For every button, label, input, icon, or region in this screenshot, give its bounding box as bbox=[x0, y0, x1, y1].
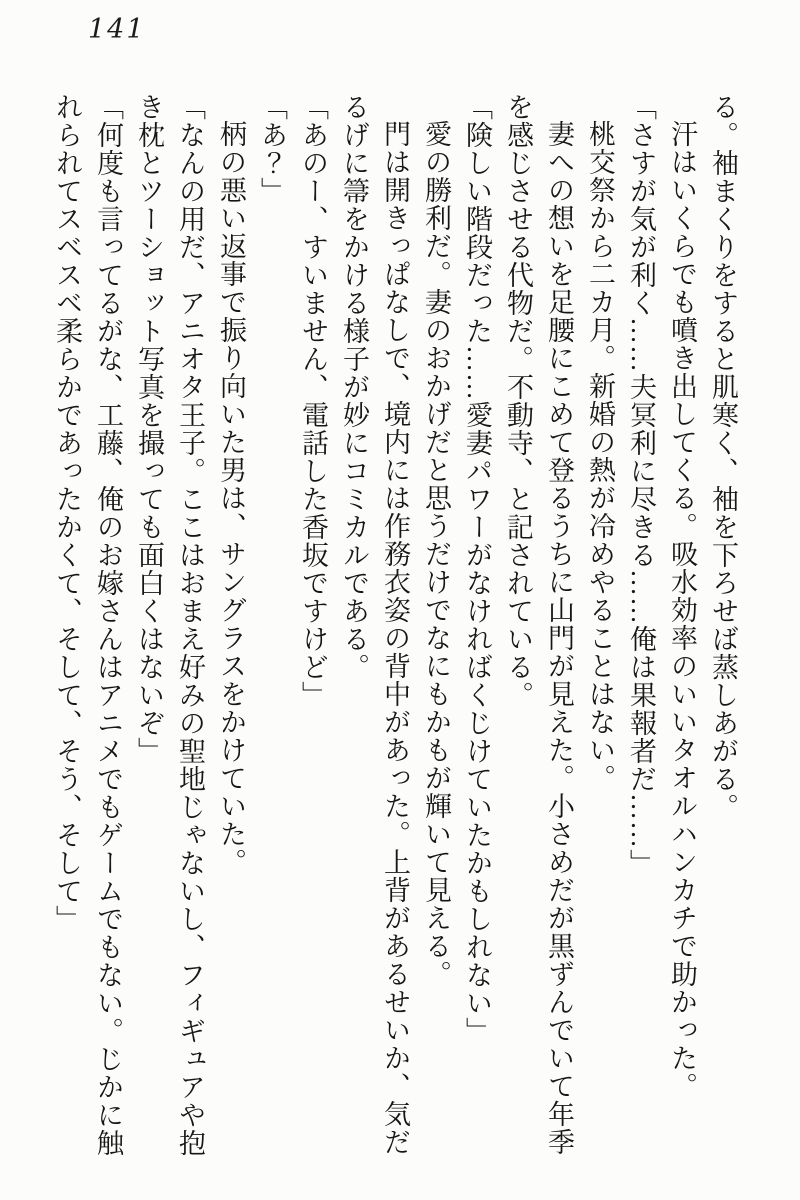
text-line: 「あ？」 bbox=[257, 93, 287, 205]
text-line: 「険しい階段だった……愛妻パワーがなければくじけていたかもしれない」 bbox=[462, 93, 492, 1045]
page-number: 141 bbox=[88, 14, 146, 45]
text-line: き枕とツーショット写真を撮っても面白くはないぞ」 bbox=[134, 93, 164, 765]
text-line: れられてスベスベ柔らかであったかくて、そして、そう、そして」 bbox=[52, 93, 82, 933]
text-line: 「なんの用だ、アニオタ王子。ここはおまえ好みの聖地じゃないし、フィギュアや抱 bbox=[175, 93, 205, 1157]
text-line: 汗はいくらでも噴き出してくる。吸水効率のいいタオルハンカチで助かった。 bbox=[667, 120, 697, 1100]
text-line: 「何度も言ってるがな、工藤、俺のお嫁さんはアニメでもゲームでもない。じかに触 bbox=[93, 93, 123, 1157]
text-line: る。袖まくりをすると肌寒く、袖を下ろせば蒸しあがる。 bbox=[708, 93, 738, 821]
novel-text-block bbox=[46, 93, 743, 1171]
text-line: 門は開きっぱなしで、境内には作務衣姿の背中があった。上背があるせいか、気だ bbox=[380, 120, 410, 1156]
text-line: 桃交祭から二カ月。新婚の熱が冷めやることはない。 bbox=[585, 120, 615, 792]
text-line: 柄の悪い返事で振り向いた男は、サングラスをかけていた。 bbox=[216, 120, 246, 876]
text-line: 「さすが気が利く……夫冥利に尽きる……俺は果報者だ……」 bbox=[626, 93, 656, 877]
text-line: るげに箒をかける様子が妙にコミカルである。 bbox=[339, 93, 369, 681]
text-line: 妻への想いを足腰にこめて登るうちに山門が見えた。小さめだが黒ずんでいて年季 bbox=[544, 120, 574, 1156]
text-line: 「あのー、すいません、電話した香坂ですけど」 bbox=[298, 93, 328, 709]
text-line: を感じさせる代物だ。不動寺、と記されている。 bbox=[503, 93, 533, 709]
text-line: 愛の勝利だ。妻のおかげだと思うだけでなにもかもが輝いて見える。 bbox=[421, 120, 451, 988]
